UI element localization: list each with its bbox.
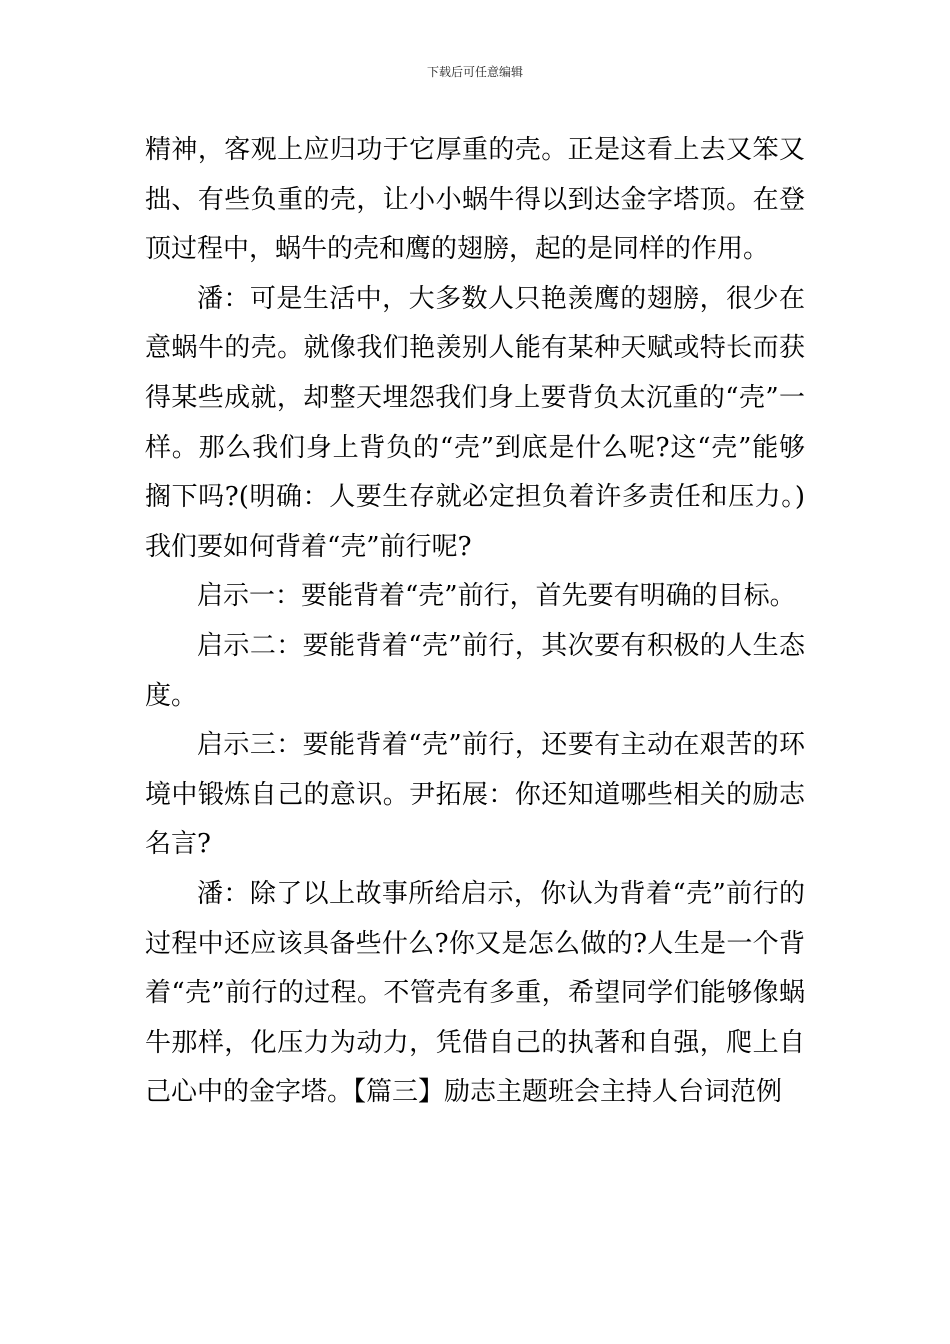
paragraph-pan-question: 潘：可是生活中，大多数人只艳羡鹰的翅膀，很少在意蜗牛的壳。就像我们艳羡别人能有某种天赋或特长而获得某些成就，却整天埋怨我们身上要背负太沉重的“壳”一样。那么我们身上背负的“壳”到底是什么呢?这“壳”能够搁下吗?(明确：人要生存就必定担负着许多责任和压力。)我们要如何背着“壳”前行呢?	[145, 283, 805, 562]
paragraph-insight-two: 启示二：要能背着“壳”前行，其次要有积极的人生态度。	[145, 630, 805, 711]
page-header: 下载后可任意编辑	[426, 65, 523, 79]
paragraph-pan-conclusion: 潘：除了以上故事所给启示，你认为背着“壳”前行的过程中还应该具备些什么?你又是怎么做的?人生是一个背着“壳”前行的过程。不管壳有多重，希望同学们能够像蜗牛那样，化压力为动力，凭借自己的执著和自强，爬上自己心中的金字塔。【篇三】励志主题班会主持人台词范例	[145, 878, 805, 1108]
paragraph-continuation: 精神，客观上应归功于它厚重的壳。正是这看上去又笨又拙、有些负重的壳，让小小蜗牛得以到达金字塔顶。在登顶过程中，蜗牛的壳和鹰的翅膀，起的是同样的作用。	[145, 135, 805, 265]
document-body	[145, 126, 805, 1118]
paragraph-insight-three: 启示三：要能背着“壳”前行，还要有主动在艰苦的环境中锻炼自己的意识。尹拓展：你还知道哪些相关的励志名言?	[145, 730, 805, 860]
paragraph-insight-one: 启示一：要能背着“壳”前行，首先要有明确的目标。	[197, 581, 796, 612]
